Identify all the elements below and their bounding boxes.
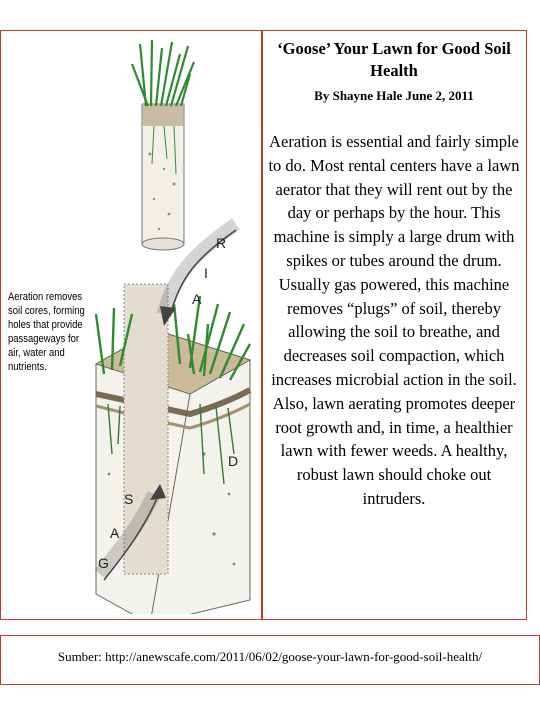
air-letter-i: I	[204, 265, 208, 281]
air-letter-a: A	[192, 291, 202, 307]
air-letter-r: R	[216, 235, 227, 251]
gas-letter-g: G	[98, 555, 109, 571]
soil-core-plug	[132, 40, 194, 250]
water-letter-d: D	[228, 453, 239, 469]
article-body: Aeration is essential and fairly simple to do. Most rental centers have a lawn aerator that they will rent out by the day or perhaps by the hour. This machine is simply a large drum with spikes or tubes around the drum. Usually gas powered, this machine removes “plugs” of soil, thereby allowing the soil to breathe, and decreases soil compaction, which increases microbial action in the soil. Also, lawn aerating promotes deeper root growth and, in time, a healthier lawn with fewer weeds. A healthy, robust lawn should choke out intruders.	[268, 132, 520, 508]
illustration-caption: Aeration removes soil cores, forming holes that provide passageways for air, water and nutrients.	[8, 291, 85, 373]
gas-letter-s: S	[124, 491, 134, 507]
source-text: Sumber: http://anewscafe.com/2011/06/02/goose-your-lawn-for-good-soil-health/	[57, 649, 483, 664]
soil-block	[96, 284, 250, 614]
gas-letter-a: A	[110, 525, 120, 541]
article-byline: By Shayne Hale June 2, 2011	[314, 88, 474, 103]
article-title: ‘Goose’ Your Lawn for Good Soil Health	[277, 39, 511, 80]
